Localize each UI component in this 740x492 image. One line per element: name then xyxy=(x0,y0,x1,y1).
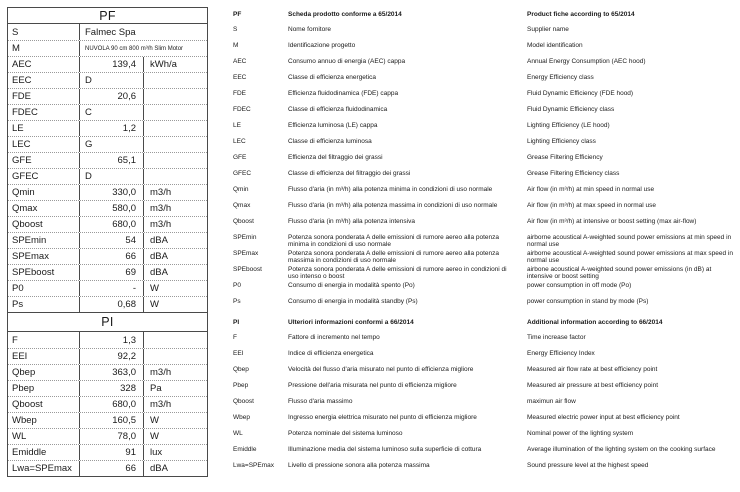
legend-row xyxy=(233,103,512,119)
table-row xyxy=(8,332,207,348)
value-cell: D xyxy=(80,169,144,184)
code-cell: SPEboost xyxy=(8,265,80,280)
legend-text-english: power consumption in off mode (Po) xyxy=(527,282,632,289)
section-title: PF xyxy=(99,8,116,23)
legend-text-english: Lighting Efficiency (LE hood) xyxy=(527,122,610,129)
legend-code: Wbep xyxy=(233,414,250,421)
table-row xyxy=(8,200,207,216)
legend-code: Qboost xyxy=(233,398,254,405)
legend-row xyxy=(233,443,512,459)
legend-text-italian: Potenza nominale del sistema luminoso xyxy=(288,430,403,437)
legend-row xyxy=(233,295,512,311)
legend-row xyxy=(527,135,738,151)
legend-text-english: Additional information according to 66/2014 xyxy=(527,319,663,326)
legend-row xyxy=(233,459,512,475)
legend-row xyxy=(527,379,738,395)
legend-row xyxy=(233,427,512,443)
code-cell: S xyxy=(8,24,80,40)
value-cell: 91 xyxy=(80,445,144,460)
table-row xyxy=(8,296,207,312)
value-cell: 328 xyxy=(80,381,144,396)
value-cell: 92,2 xyxy=(80,349,144,364)
legend-row xyxy=(527,167,738,183)
code-cell: P0 xyxy=(8,281,80,296)
spec-table xyxy=(7,7,208,477)
code-cell: F xyxy=(8,332,80,348)
table-row xyxy=(8,24,207,40)
unit-cell: dBA xyxy=(150,251,168,262)
value-cell: 330,0 xyxy=(80,185,144,200)
value-cell: 66 xyxy=(80,249,144,264)
code-cell: FDE xyxy=(8,89,80,104)
value-cell: C xyxy=(80,105,144,120)
legend-row xyxy=(233,23,512,39)
value-cell: 363,0 xyxy=(80,365,144,380)
unit-cell xyxy=(144,73,207,88)
legend-row xyxy=(527,247,738,263)
code-cell: LEC xyxy=(8,137,80,152)
legend-row xyxy=(527,279,738,295)
legend-row xyxy=(233,263,512,279)
legend-row xyxy=(527,215,738,231)
code-cell: Qbep xyxy=(8,365,80,380)
legend-row xyxy=(527,347,738,363)
value-cell: 0,68 xyxy=(80,297,144,312)
table-row xyxy=(8,232,207,248)
code-cell: WL xyxy=(8,429,80,444)
table-row xyxy=(8,248,207,264)
code-cell: Pbep xyxy=(8,381,80,396)
legend-row xyxy=(233,215,512,231)
code-cell: EEI xyxy=(8,349,80,364)
legend-code: Pbep xyxy=(233,382,249,389)
legend-row xyxy=(233,279,512,295)
code-cell: LE xyxy=(8,121,80,136)
table-row xyxy=(8,412,207,428)
code-cell: Emiddle xyxy=(8,445,80,460)
legend-text-italian: Illuminazione media del sistema luminoso sulla superficie di cottura xyxy=(288,446,482,453)
table-row xyxy=(8,444,207,460)
value-cell: G xyxy=(80,137,144,152)
unit-cell: dBA xyxy=(150,267,168,278)
code-cell: Ps xyxy=(8,297,80,312)
legend-text-english: Energy Efficiency Index xyxy=(527,350,595,357)
legend-row xyxy=(527,199,738,215)
legend-text-english: maximun air flow xyxy=(527,398,576,405)
table-row xyxy=(8,380,207,396)
legend-row xyxy=(527,55,738,71)
value-cell: 680,0 xyxy=(80,217,144,232)
legend-code: Ps xyxy=(233,298,241,305)
legend-row xyxy=(527,427,738,443)
legend-text-italian: Identificazione progetto xyxy=(288,42,356,49)
legend-text-english: Product fiche according to 65/2014 xyxy=(527,11,635,18)
code-cell: AEC xyxy=(8,57,80,72)
code-cell: Qboost xyxy=(8,217,80,232)
table-row xyxy=(8,56,207,72)
legend-text-english: Average illumination of the lighting system on the cooking surface xyxy=(527,446,716,453)
table-row xyxy=(8,364,207,380)
legend-row xyxy=(527,7,738,23)
value-cell: 66 xyxy=(80,461,144,476)
value-cell: 65,1 xyxy=(80,153,144,168)
unit-cell: m3/h xyxy=(150,399,172,410)
legend-text-italian: Classe di efficienza fluidodinamica xyxy=(288,106,388,113)
value-cell: 1,3 xyxy=(80,332,144,348)
value-cell: 69 xyxy=(80,265,144,280)
legend-text-italian: Pressione dell'aria misurata nel punto di efficienza migliore xyxy=(288,382,457,389)
code-cell: SPEmax xyxy=(8,249,80,264)
legend-row xyxy=(233,87,512,103)
table-row xyxy=(8,428,207,444)
legend-text-italian: Fattore di incremento nel tempo xyxy=(288,334,380,341)
legend-row xyxy=(233,363,512,379)
unit-cell xyxy=(144,349,207,364)
value-cell: 139,4 xyxy=(80,57,144,72)
legend-text-english: Air flow (in m³/h) at max speed in normal use xyxy=(527,202,656,209)
legend-row xyxy=(233,167,512,183)
unit-cell: W xyxy=(150,299,159,310)
code-cell: SPEmin xyxy=(8,233,80,248)
legend-code: LEC xyxy=(233,138,246,145)
legend-code: WL xyxy=(233,430,243,437)
legend-text-italian: Efficienza fluidodinamica (FDE) cappa xyxy=(288,90,399,97)
unit-cell: kWh/a xyxy=(150,59,177,70)
code-cell: Qboost xyxy=(8,397,80,412)
legend-text-english: Measured air pressure at best efficiency point xyxy=(527,382,659,389)
legend-italian xyxy=(233,7,512,475)
unit-cell xyxy=(144,332,207,348)
legend-text-italian: Consumo di energia in modalità standby (Ps) xyxy=(288,298,418,305)
value-cell: 160,5 xyxy=(80,413,144,428)
table-row xyxy=(8,184,207,200)
legend-row xyxy=(233,183,512,199)
legend-text-italian: Livello di pressione sonora alla potenza massima xyxy=(288,462,430,469)
legend-row xyxy=(233,7,512,23)
legend-text-english: Sound pressure level at the highest speed xyxy=(527,462,649,469)
legend-code: SPEmin xyxy=(233,234,257,241)
legend-text-italian: Efficienza luminosa (LE) cappa xyxy=(288,122,378,129)
unit-cell: W xyxy=(150,415,159,426)
unit-cell: m3/h xyxy=(150,219,172,230)
legend-text-italian: Flusso d'aria (in m³/h) alla potenza minima in condizioni di uso normale xyxy=(288,186,493,193)
legend-row xyxy=(527,231,738,247)
legend-row xyxy=(527,443,738,459)
code-cell: EEC xyxy=(8,73,80,88)
legend-row xyxy=(233,39,512,55)
unit-cell: dBA xyxy=(150,463,168,474)
table-row xyxy=(8,120,207,136)
legend-row xyxy=(527,71,738,87)
legend-code: Qmin xyxy=(233,186,249,193)
legend-code: F xyxy=(233,334,237,341)
table-row xyxy=(8,104,207,120)
legend-text-english: airborne acoustical A-weighted sound power emissions at max speed in normal use xyxy=(527,250,733,264)
value-cell: 680,0 xyxy=(80,397,144,412)
legend-text-english: Grease Filtering Efficiency xyxy=(527,154,603,161)
code-cell: GFE xyxy=(8,153,80,168)
table-section-header xyxy=(8,8,207,24)
legend-code: S xyxy=(233,26,238,33)
legend-text-italian: Classe di efficienza luminosa xyxy=(288,138,372,145)
unit-cell xyxy=(144,121,207,136)
legend-text-english: Nominal power of the lighting system xyxy=(527,430,634,437)
value-cell: Falmec Spa xyxy=(85,26,136,38)
legend-code: Emiddle xyxy=(233,446,257,453)
legend-code: Lwa=SPEmax xyxy=(233,462,275,469)
legend-row xyxy=(233,135,512,151)
legend-row xyxy=(527,263,738,279)
legend-row xyxy=(233,247,512,263)
unit-cell: m3/h xyxy=(150,367,172,378)
legend-row xyxy=(527,331,738,347)
legend-text-english: Lighting Efficiency class xyxy=(527,138,596,145)
table-row xyxy=(8,72,207,88)
table-section-header xyxy=(8,312,207,332)
legend-text-italian: Ulteriori informazioni conformi a 66/2014 xyxy=(288,319,414,326)
legend-text-english: airbone acoustical A-weighted sound power emissions (in dB) at intensive or boost setting xyxy=(527,266,712,280)
legend-text-english: Supplier name xyxy=(527,26,569,33)
table-row xyxy=(8,348,207,364)
code-cell: Qmin xyxy=(8,185,80,200)
legend-text-english: Air flow (in m³/h) at intensive or boost setting (max air-flow) xyxy=(527,218,697,225)
legend-text-english: Annual Energy Consumption (AEC hood) xyxy=(527,58,646,65)
legend-code: SPEmax xyxy=(233,250,259,257)
table-row xyxy=(8,88,207,104)
legend-text-italian: Nome fornitore xyxy=(288,26,331,33)
legend-text-italian: Potenza sonora ponderata A delle emissioni di rumore aereo alla potenza minima in condizioni di uso normale xyxy=(288,234,500,248)
unit-cell xyxy=(144,137,207,152)
legend-row xyxy=(527,39,738,55)
legend-row xyxy=(233,119,512,135)
table-row xyxy=(8,280,207,296)
value-cell: NUVOLA 90 cm 800 m³/h Slim Motor xyxy=(85,45,184,52)
legend-text-english: Model identification xyxy=(527,42,583,49)
code-cell: GFEC xyxy=(8,169,80,184)
legend-code: EEI xyxy=(233,350,244,357)
legend-text-italian: Efficienza del filtraggio dei grassi xyxy=(288,154,383,161)
legend-row xyxy=(527,119,738,135)
unit-cell xyxy=(144,153,207,168)
legend-text-english: airborne acoustical A-weighted sound power emissions at min speed in normal use xyxy=(527,234,732,248)
legend-row xyxy=(527,23,738,39)
unit-cell xyxy=(144,89,207,104)
legend-row xyxy=(233,395,512,411)
table-row xyxy=(8,152,207,168)
legend-row xyxy=(233,55,512,71)
legend-code: LE xyxy=(233,122,241,129)
legend-row xyxy=(233,379,512,395)
legend-code: SPEboost xyxy=(233,266,262,273)
value-cell: 54 xyxy=(80,233,144,248)
legend-code: P0 xyxy=(233,282,241,289)
code-cell: Qmax xyxy=(8,201,80,216)
legend-row xyxy=(527,295,738,311)
table-row xyxy=(8,264,207,280)
unit-cell: dBA xyxy=(150,235,168,246)
legend-text-english: Fluid Dynamic Efficiency (FDE hood) xyxy=(527,90,634,97)
legend-row xyxy=(233,311,512,331)
legend-row xyxy=(527,183,738,199)
legend-text-italian: Potenza sonora ponderata A delle emissioni di rumore aereo alla potenza massima in condizioni di uso normale xyxy=(288,250,500,264)
legend-text-italian: Indice di efficienza energetica xyxy=(288,350,374,357)
unit-cell: W xyxy=(150,431,159,442)
legend-code: Qmax xyxy=(233,202,251,209)
legend-text-italian: Potenza sonora ponderata A delle emissioni di rumore aereo in condizioni di uso intenso o boost xyxy=(288,266,507,280)
unit-cell: W xyxy=(150,283,159,294)
table-row xyxy=(8,216,207,232)
table-row xyxy=(8,396,207,412)
legend-text-italian: Flusso d'aria massimo xyxy=(288,398,353,405)
legend-row xyxy=(527,411,738,427)
legend-code: PI xyxy=(233,319,240,326)
legend-code: GFEC xyxy=(233,170,252,177)
legend-text-italian: Consumo annuo di energia (AEC) cappa xyxy=(288,58,406,65)
value-cell: 20,6 xyxy=(80,89,144,104)
legend-row xyxy=(233,347,512,363)
legend-text-italian: Classe di efficienza del filtraggio dei grassi xyxy=(288,170,411,177)
unit-cell: m3/h xyxy=(150,203,172,214)
legend-text-italian: Ingresso energia elettrica misurato nel punto di efficienza migliore xyxy=(288,414,477,421)
legend-text-english: Grease Filtering Efficiency class xyxy=(527,170,620,177)
legend-text-italian: Classe di efficienza energetica xyxy=(288,74,377,81)
legend-row xyxy=(233,411,512,427)
unit-cell: m3/h xyxy=(150,187,172,198)
section-title: PI xyxy=(101,315,114,329)
legend-row xyxy=(527,459,738,475)
legend-text-english: Fluid Dynamic Efficiency class xyxy=(527,106,615,113)
legend-text-english: Measured electric power input at best efficiency point xyxy=(527,414,680,421)
unit-cell: Pa xyxy=(150,383,162,394)
legend-code: PF xyxy=(233,11,242,18)
legend-code: Qboost xyxy=(233,218,254,225)
legend-row xyxy=(233,199,512,215)
unit-cell: lux xyxy=(150,447,163,458)
table-row xyxy=(8,40,207,56)
value-cell: - xyxy=(80,281,144,296)
legend-row xyxy=(233,151,512,167)
table-row xyxy=(8,136,207,152)
legend-code: FDE xyxy=(233,90,246,97)
unit-cell xyxy=(144,169,207,184)
code-cell: Lwa=SPEmax xyxy=(8,461,80,476)
value-cell: 1,2 xyxy=(80,121,144,136)
legend-code: M xyxy=(233,42,239,49)
legend-text-italian: Flusso d'aria (in m³/h) alla potenza massima in condizioni di uso normale xyxy=(288,202,498,209)
legend-row xyxy=(233,231,512,247)
legend-code: GFE xyxy=(233,154,247,161)
table-row xyxy=(8,460,207,476)
legend-text-english: Energy Efficiency class xyxy=(527,74,594,81)
legend-text-english: power consumption in stand by mode (Ps) xyxy=(527,298,649,305)
legend-row xyxy=(527,103,738,119)
legend-code: FDEC xyxy=(233,106,251,113)
code-cell: M xyxy=(8,41,80,56)
unit-cell xyxy=(144,105,207,120)
legend-text-italian: Consumo di energia in modalità spento (Po) xyxy=(288,282,415,289)
code-cell: Wbep xyxy=(8,413,80,428)
legend-code: Qbep xyxy=(233,366,249,373)
legend-row xyxy=(527,395,738,411)
legend-text-italian: Scheda prodotto conforme a 65/2014 xyxy=(288,11,402,18)
legend-english xyxy=(527,7,738,475)
value-cell: D xyxy=(80,73,144,88)
legend-row xyxy=(233,331,512,347)
legend-text-italian: Flusso d'aria (in m³/h) alla potenza intensiva xyxy=(288,218,415,225)
legend-row xyxy=(527,87,738,103)
legend-code: EEC xyxy=(233,74,247,81)
legend-row xyxy=(527,311,738,331)
value-cell: 78,0 xyxy=(80,429,144,444)
legend-text-italian: Velocità del flusso d'aria misurato nel punto di efficienza migliore xyxy=(288,366,474,373)
legend-row xyxy=(527,151,738,167)
table-row xyxy=(8,168,207,184)
legend-row xyxy=(233,71,512,87)
code-cell: FDEC xyxy=(8,105,80,120)
legend-text-english: Air flow (in m³/h) at min speed in normal use xyxy=(527,186,655,193)
legend-text-english: Time increase factor xyxy=(527,334,586,341)
legend-text-english: Measured air flow rate at best efficiency point xyxy=(527,366,658,373)
legend-row xyxy=(527,363,738,379)
value-cell: 580,0 xyxy=(80,201,144,216)
legend-code: AEC xyxy=(233,58,247,65)
